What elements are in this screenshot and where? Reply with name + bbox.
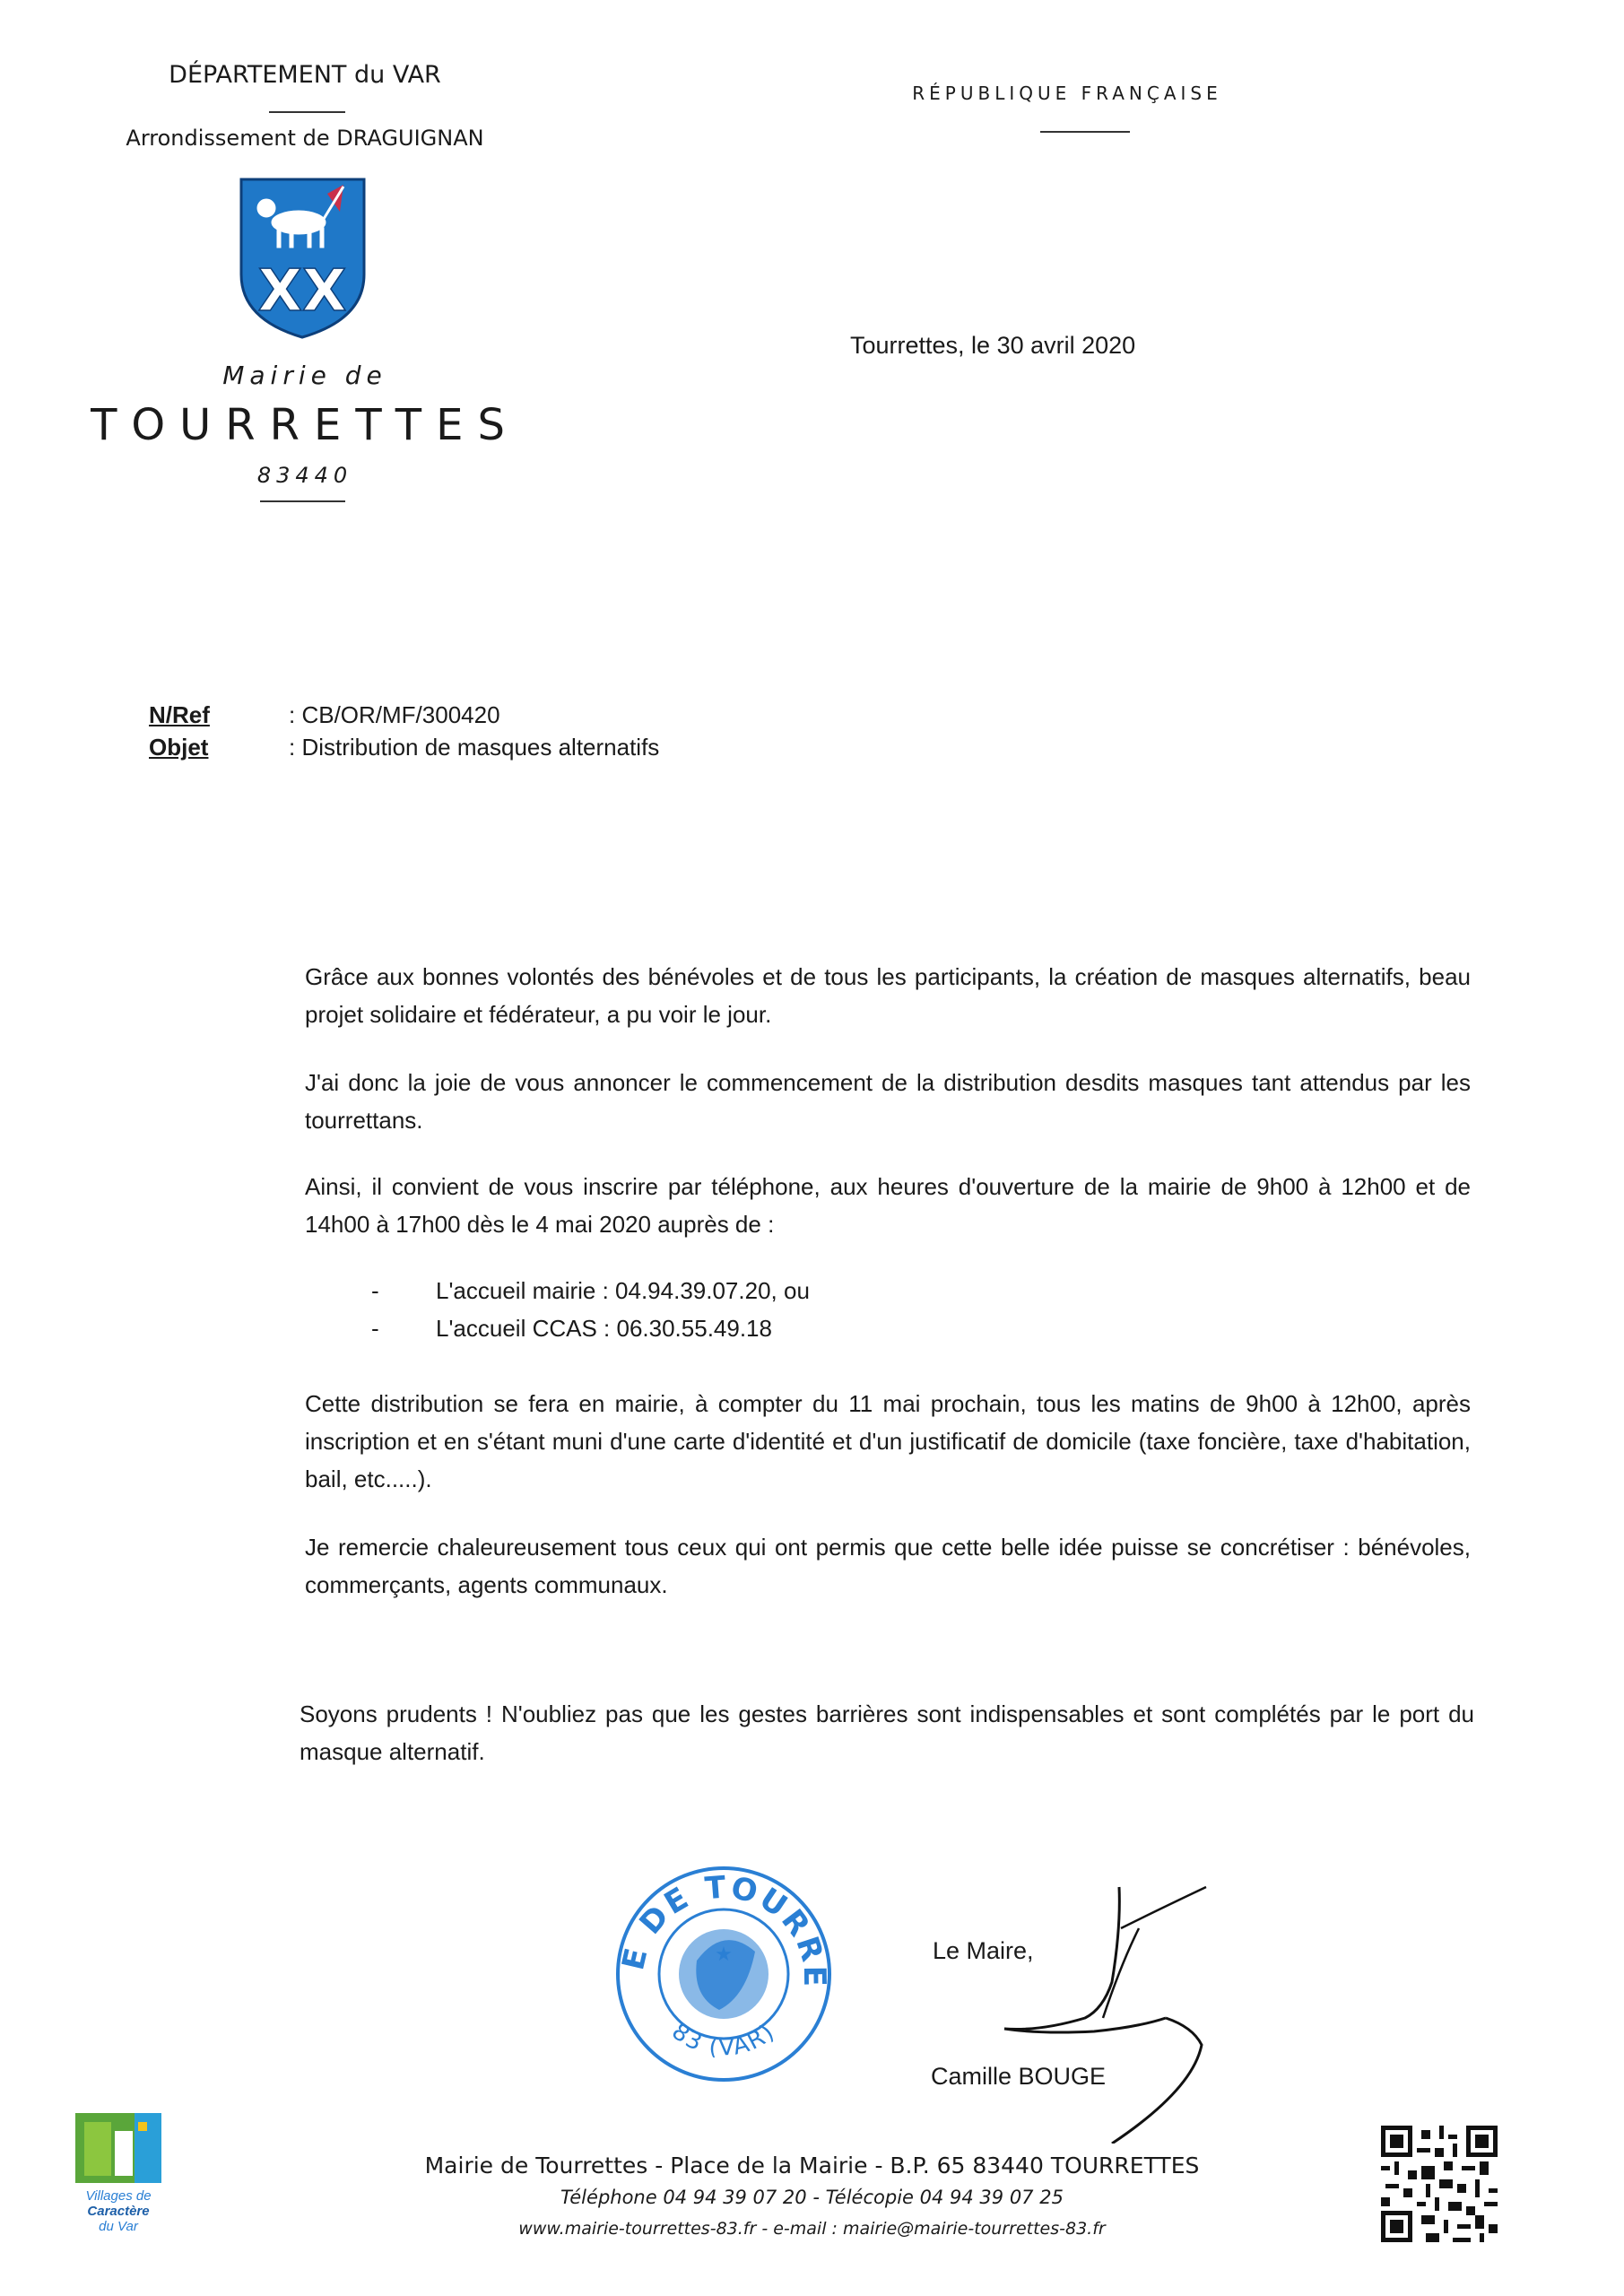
list-item: - <box>371 1315 379 1342</box>
footer-web: www.mairie-tourrettes-83.fr - e-mail : mairie@mairie-tourrettes-83.fr <box>518 2219 1106 2239</box>
svg-text:★: ★ <box>715 1944 733 1966</box>
date-line: Tourrettes, le 30 avril 2020 <box>850 332 1136 359</box>
subject-label: Objet <box>149 734 209 761</box>
postcode: 83440 <box>256 463 353 488</box>
stamp-bottom-text: 83 (VAR) <box>666 2018 781 2062</box>
official-stamp <box>612 1862 836 2086</box>
mairie-de-label: Mairie de <box>222 361 387 390</box>
list-item: - <box>371 1277 379 1304</box>
logo-line: Villages de <box>85 2188 152 2204</box>
signatory-name: Camille BOUGE <box>931 2063 1107 2090</box>
logo-line: Caractère <box>87 2204 150 2219</box>
department-label: DÉPARTEMENT du VAR <box>169 61 441 89</box>
logo-line: du Var <box>99 2219 138 2234</box>
ref-value: : CB/OR/MF/300420 <box>289 701 500 728</box>
paragraph-6: Soyons prudents ! N'oubliez pas que les gestes barrières sont indispensables et sont complétés par le port du masque alternatif. <box>300 1700 1474 1765</box>
list-item-text: L'accueil CCAS : 06.30.55.49.18 <box>436 1315 772 1342</box>
town-name: TOURRETTES <box>91 400 519 450</box>
paragraph-5: Je remercie chaleureusement tous ceux qui ont permis que cette belle idée puisse se concrétiser : bénévoles, commerçants, agents communaux. <box>305 1534 1471 1598</box>
paragraph-3: Ainsi, il convient de vous inscrire par téléphone, aux heures d'ouverture de la mairie de 9h00 à 12h00 et de 14h00 à 17h00 dès le 4 mai 2020 auprès de : <box>305 1173 1471 1238</box>
list-item-text: L'accueil mairie : 04.94.39.07.20, ou <box>436 1277 810 1304</box>
footer-phone: Téléphone 04 94 39 07 20 - Télécopie 04 94 39 07 25 <box>560 2187 1064 2208</box>
divider <box>260 500 345 502</box>
ref-label: N/Ref <box>149 701 210 728</box>
stamp-top-text: E DE TOURRE <box>615 1869 833 1990</box>
handwritten-signature <box>986 1874 1238 2144</box>
signatory-title: Le Maire, <box>933 1937 1034 1964</box>
crest-text: XX <box>257 258 347 325</box>
divider <box>269 111 345 113</box>
qr-code <box>1381 2126 1498 2242</box>
paragraph-2: J'ai donc la joie de vous annoncer le commencement de la distribution desdits masques tant attendus par les tourrettans. <box>305 1069 1471 1134</box>
arrondissement-label: Arrondissement de DRAGUIGNAN <box>126 126 484 151</box>
svg-text:83 (VAR) <box>666 2018 780 2061</box>
paragraph-1: Grâce aux bonnes volontés des bénévoles et de tous les participants, la création de masques alternatifs, beau projet solidaire et fédérateur, a pu voir le jour. <box>305 963 1471 1028</box>
subject-value: : Distribution de masques alternatifs <box>289 734 660 761</box>
footer-address: Mairie de Tourrettes - Place de la Mairie - B.P. 65 83440 TOURRETTES <box>424 2152 1200 2179</box>
divider <box>1040 131 1130 133</box>
paragraph-4: Cette distribution se fera en mairie, à compter du 11 mai prochain, tous les matins de 9h00 à 12h00, après inscription et en s'étant muni d'une carte d'identité et d'un justificatif de domicile (taxe foncière, taxe d'habitation, bail, etc.....). <box>305 1390 1471 1492</box>
republic-label: RÉPUBLIQUE FRANÇAISE <box>912 83 1222 104</box>
town-crest <box>238 176 368 341</box>
